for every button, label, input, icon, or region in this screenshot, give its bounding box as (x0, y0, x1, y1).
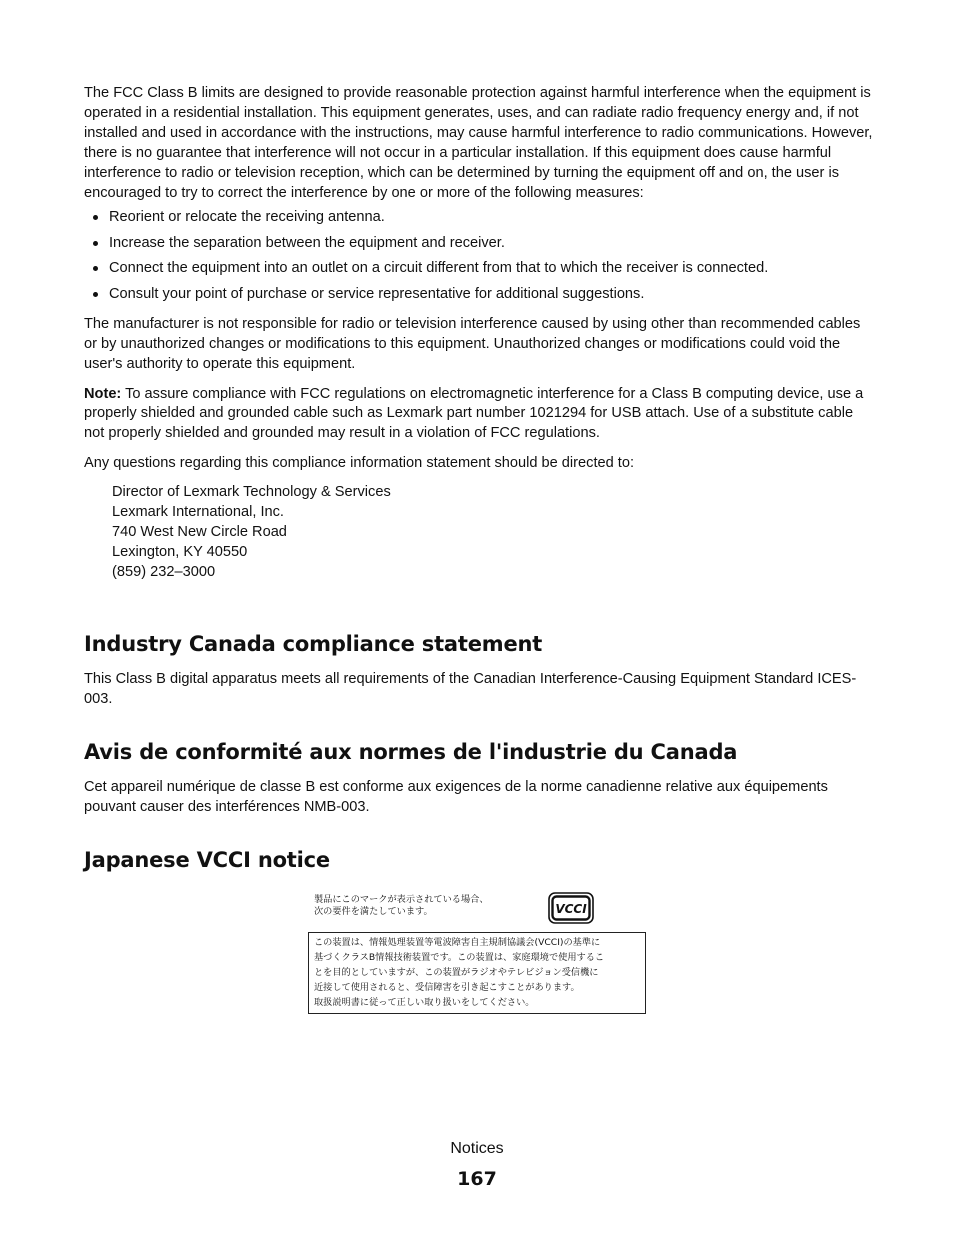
address-line: 740 West New Circle Road (112, 524, 287, 540)
industry-canada-text: This Class B digital apparatus meets all requirements of the Canadian Interference-Causing Equipment Standard ICES-003. (84, 671, 857, 707)
industry-canada-section (84, 631, 874, 710)
list-item: Reorient or relocate the receiving antenna. (84, 208, 874, 228)
vcci-logo-text: VCCI (555, 902, 587, 916)
address-line: Director of Lexmark Technology & Services (112, 484, 391, 501)
note-label: Note: (84, 385, 122, 402)
avis-section (84, 739, 874, 818)
manufacturer-paragraph: The manufacturer is not responsible for radio or television interference caused by using other than recommended cables or by unauthorized changes or modifications to this equipment. Unauthorized changes or modifications could void the user's authority to operate this equipment. (84, 315, 861, 372)
vcci-logo-icon (548, 892, 594, 924)
list-item: Consult your point of purchase or service representative for additional suggestions. (84, 285, 874, 305)
avis-text: Cet appareil numérique de classe B est conforme aux exigences de la norme canadienne relative aux équipements pouvant causer des interférences NMB-003. (84, 779, 828, 815)
address-line: (859) 232–3000 (112, 563, 216, 580)
fcc-intro-paragraph: The FCC Class B limits are designed to provide reasonable protection against harmful interference when the equipment is operated in a residential installation. This equipment generates, uses, and can radiate radio frequency energy and, if not installed and used in accordance with the instructions, may cause harmful interference to radio communications. However, there is no guarantee that interference will not occur in a particular installation. If this equipment does cause harmful interference to radio or television reception, which can be determined by turning the equipment off and on, the user is encouraged to try to correct the interference by one or more of the following measures: (84, 85, 873, 201)
vcci-mark-caption: 製品にこのマークが表示されている場合、 次の要件を満たしています。 (314, 894, 489, 917)
fcc-section (84, 84, 874, 583)
list-item: Increase the separation between the equipment and receiver. (84, 234, 874, 254)
address-line: Lexington, KY 40550 (112, 543, 248, 560)
vcci-statement-text: この装置は、情報処理装置等電波障害自主規制協議会(VCCI)の基準に 基づくクラスB情報技術装置です。この装置は、家庭環境で使用するこ とを目的としていますが、この装置がラジオやテレビジョン受信機に 近接して使用されると、受信障害を引き起こすことがあります。 取扱説明書に従って正しい取り扱いをしてください。 (314, 937, 605, 1008)
vcci-statement-box (308, 932, 646, 1014)
note-paragraph (84, 385, 874, 445)
measures-list (84, 208, 874, 304)
contact-address (112, 483, 874, 583)
note-text: To assure compliance with FCC regulations on electromagnetic interference for a Class B computing device, use a properly shielded and grounded cable such as Lexmark part number 1021294 for USB attach. Use of a substitute cable not properly shielded and grounded may result in a violation of FCC regulations. (84, 385, 864, 442)
list-item: Connect the equipment into an outlet on a circuit different from that to which the receiver is connected. (84, 259, 874, 279)
vcci-notice-figure (308, 892, 646, 1014)
footer-section-label: Notices (450, 1140, 504, 1157)
avis-heading: Avis de conformité aux normes de l'industrie du Canada (84, 740, 738, 764)
industry-canada-heading: Industry Canada compliance statement (84, 632, 543, 656)
address-line: Lexmark International, Inc. (112, 504, 284, 521)
questions-paragraph: Any questions regarding this compliance information statement should be directed to: (84, 455, 635, 472)
page-number: 167 (457, 1168, 497, 1190)
vcci-section (84, 847, 874, 873)
vcci-heading: Japanese VCCI notice (84, 848, 330, 872)
